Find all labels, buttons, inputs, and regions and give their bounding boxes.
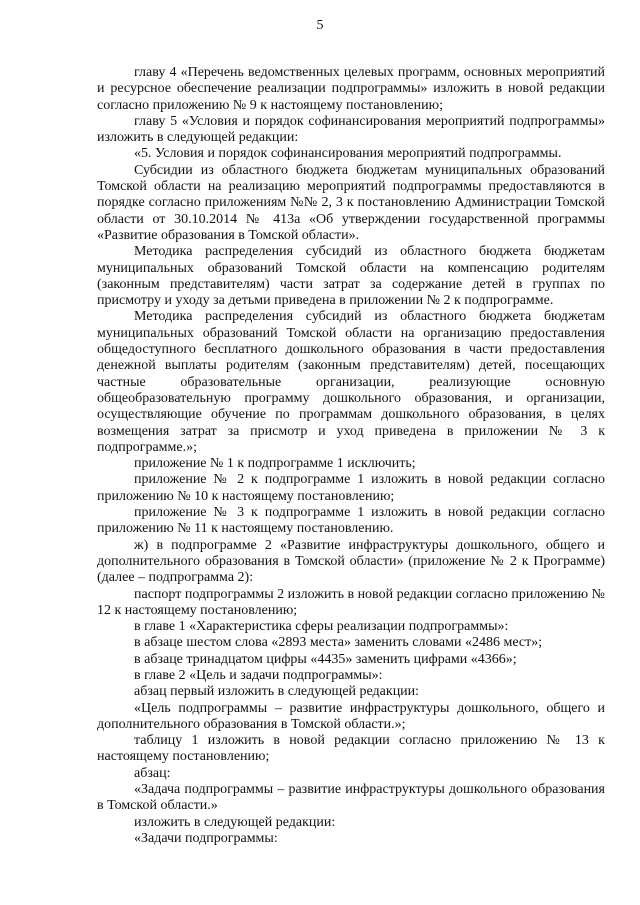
paragraph: приложение № 1 к подпрограмме 1 исключить; <box>134 456 416 472</box>
paragraph: «Задачи подпрограммы: <box>134 830 278 846</box>
paragraph: паспорт подпрограммы 2 изложить в новой редакции согласно приложению № 12 к настоящему постановлению; <box>97 586 605 618</box>
paragraph: приложение № 2 к подпрограмме 1 изложить в новой редакции согласно приложению № 10 к настоящему постановлению; <box>97 472 605 504</box>
paragraph: Методика распределения субсидий из областного бюджета бюджетам муниципальных образований Томской области на организацию предоставления общедоступного бесплатного дошкольного образования в части предоставления денежной выплаты родителям (законным представителям) детей, посещающих частные образовательные организации, реализующие основную общеобразовательную программу дошкольного образования, и организации, осуществляющие обучение по программам дошкольного образования, в целях возмещения затрат за присмотр и уход приведена в приложении № 3 к подпрограмме.»; <box>97 309 605 455</box>
paragraph: в главе 1 «Характеристика сферы реализации подпрограммы»: <box>134 619 509 635</box>
paragraph: «Цель подпрограммы – развитие инфраструктуры дошкольного, общего и дополнительного образования в Томской области.»; <box>97 700 605 732</box>
paragraph: «Задача подпрограммы – развитие инфраструктуры дошкольного образования в Томской области.» <box>97 782 605 814</box>
paragraph: Методика распределения субсидий из областного бюджета бюджетам муниципальных образований Томской области на компенсацию родителям (законным представителям) части затрат за содержание детей в группах по присмотру и уходу за детьми приведена в приложении № 2 к подпрограмме. <box>97 244 605 309</box>
paragraph: изложить в следующей редакции: <box>134 814 336 830</box>
paragraph: абзац: <box>134 765 171 781</box>
paragraph: ж) в подпрограмме 2 «Развитие инфраструктуры дошкольного, общего и дополнительного образования в Томской области» (приложение № 2 к Программе) (далее – подпрограмма 2): <box>97 537 605 586</box>
paragraph: абзац первый изложить в следующей редакции: <box>134 684 420 700</box>
paragraph: «5. Условия и порядок софинансирования мероприятий подпрограммы. <box>134 146 562 162</box>
paragraph: Субсидии из областного бюджета бюджетам муниципальных образований Томской области на реализацию мероприятий подпрограммы предоставляются в порядке согласно приложениям №№ 2, 3 к постановлению Администрации Томской области от 30.10.2014 № 413а «Об утверждении государственной программы «Развитие образования в Томской области». <box>97 162 605 243</box>
paragraph: таблицу 1 изложить в новой редакции согласно приложению № 13 к настоящему постановлению; <box>97 733 605 765</box>
paragraph: в главе 2 «Цель и задачи подпрограммы»: <box>134 667 383 683</box>
document-body <box>97 65 605 847</box>
paragraph: в абзаце тринадцатом цифры «4435» заменить цифрами «4366»; <box>134 651 517 667</box>
paragraph: в абзаце шестом слова «2893 места» заменить словами «2486 мест»; <box>134 635 543 651</box>
paragraph: приложение № 3 к подпрограмме 1 изложить в новой редакции согласно приложению № 11 к настоящему постановлению. <box>97 505 605 537</box>
paragraph: главу 5 «Условия и порядок софинансирования мероприятий подпрограммы» изложить в следующей редакции: <box>97 113 605 146</box>
page-number: 5 <box>316 18 324 33</box>
paragraph: главу 4 «Перечень ведомственных целевых программ, основных мероприятий и ресурсное обеспечение реализации подпрограммы» изложить в новой редакции согласно приложению № 9 к настоящему постановлению; <box>97 65 605 113</box>
